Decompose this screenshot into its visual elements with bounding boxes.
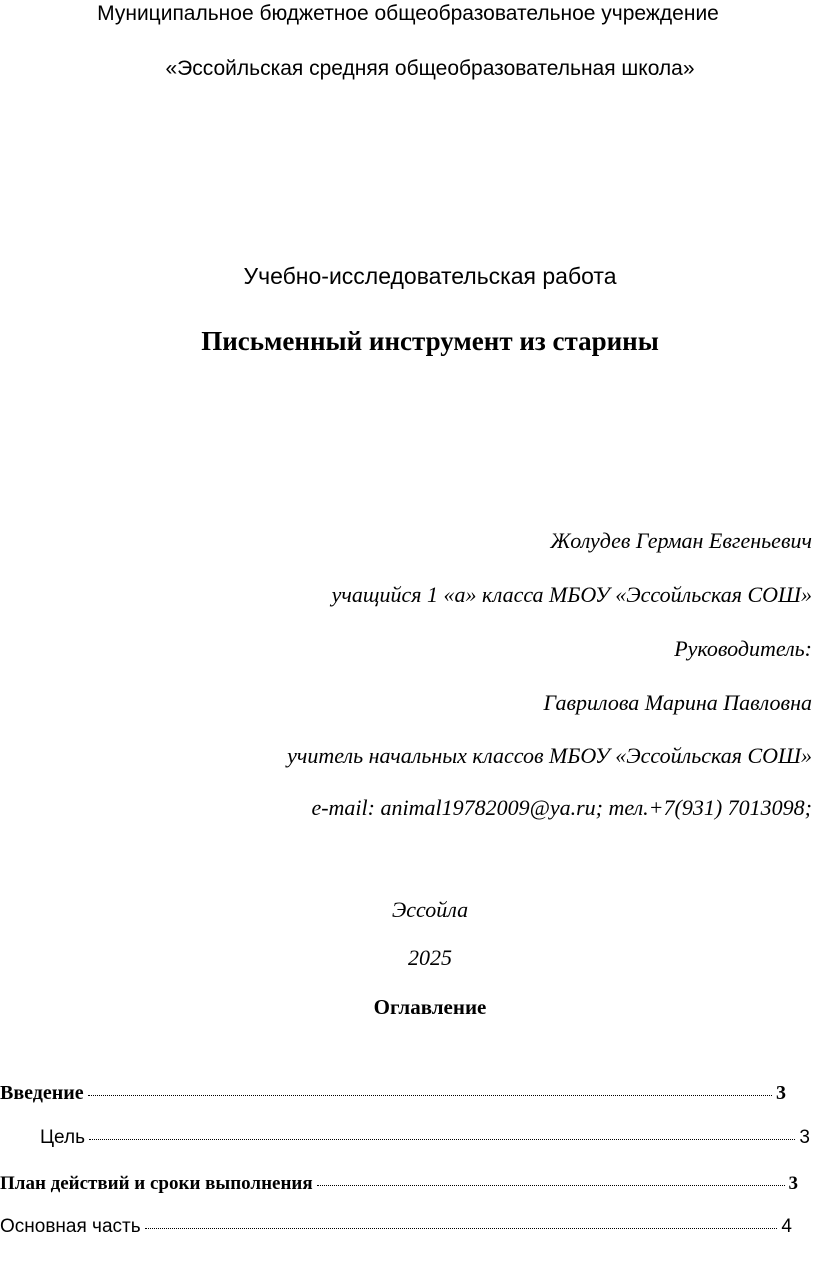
toc-entry-page: 3: [776, 1082, 786, 1104]
toc-entry-plan[interactable]: [0, 1173, 798, 1195]
place: Эссойла: [391, 897, 469, 922]
toc-heading: Оглавление: [373, 995, 487, 1019]
toc-leader-dots: [145, 1228, 778, 1229]
toc-leader-dots: [317, 1185, 785, 1186]
institution-line1: Муниципальное бюджетное общеобразовательное учреждение: [97, 2, 719, 25]
supervisor-name: Гаврилова Марина Павловна: [543, 690, 812, 715]
toc-entry-label: Цель: [40, 1127, 85, 1148]
toc-entry-label: Введение: [0, 1082, 84, 1104]
work-title: Письменный инструмент из старины: [201, 326, 659, 356]
toc-entry-main-part[interactable]: [0, 1216, 792, 1238]
work-type: Учебно-исследовательская работа: [243, 263, 617, 289]
toc-leader-dots: [88, 1095, 772, 1096]
toc-entry-page: 3: [788, 1173, 798, 1194]
toc-entry-label: Основная часть: [0, 1216, 141, 1237]
toc-leader-dots: [89, 1139, 795, 1140]
year: 2025: [408, 945, 452, 970]
toc-entry-introduction[interactable]: [0, 1082, 786, 1105]
author-name: Жолудев Герман Евгеньевич: [550, 528, 812, 553]
contacts: e-mail: animal19782009@ya.ru; тел.+7(931) 7013098;: [311, 795, 812, 820]
toc-entry-page: 4: [781, 1216, 792, 1237]
supervisor-role: учитель начальных классов МБОУ «Эссойльская СОШ»: [287, 743, 812, 768]
toc-entry-goal[interactable]: [40, 1127, 810, 1149]
institution-line2: «Эссойльская средняя общеобразовательная школа»: [165, 57, 695, 80]
toc-entry-page: 3: [799, 1127, 810, 1148]
toc-entry-label: План действий и сроки выполнения: [0, 1173, 313, 1194]
supervisor-label: Руководитель:: [674, 636, 812, 661]
author-role: учащийся 1 «а» класса МБОУ «Эссойльская СОШ»: [331, 582, 812, 607]
